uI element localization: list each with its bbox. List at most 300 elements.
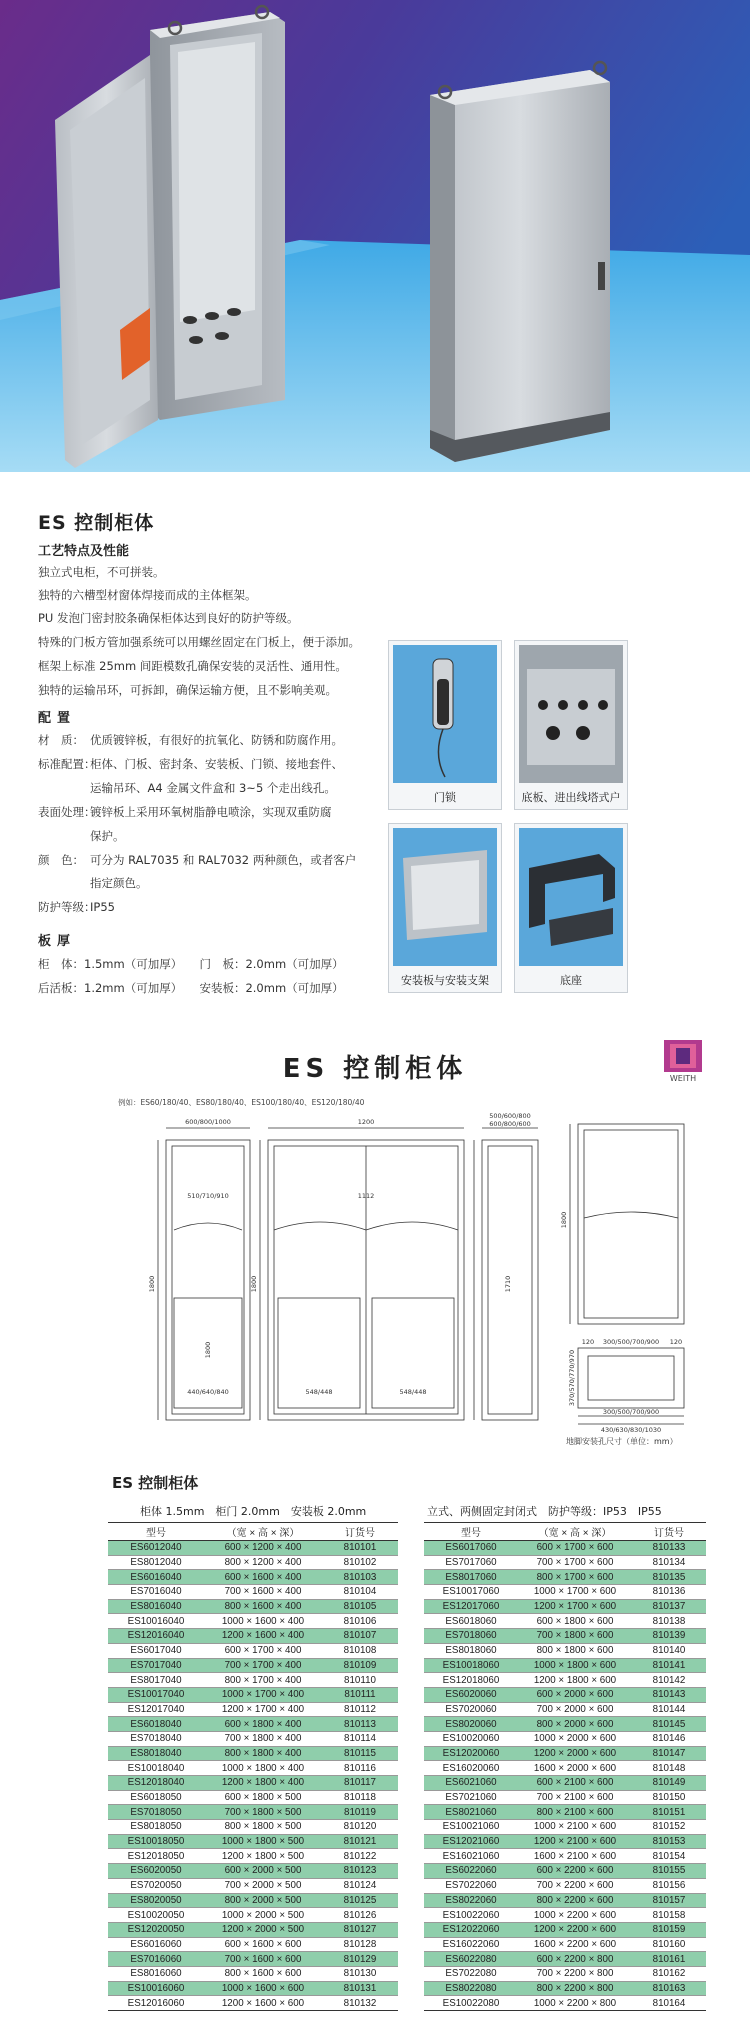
size-cell: 800 × 2000 × 600 (518, 1717, 632, 1732)
order-number-cell: 810141 (632, 1658, 706, 1673)
order-number-cell: 810152 (632, 1820, 706, 1835)
size-cell: 800 × 2200 × 600 (518, 1893, 632, 1908)
config-key: 表面处理： (38, 805, 96, 819)
table-row (424, 1981, 706, 1996)
table-row (424, 1614, 706, 1629)
order-number-cell: 810126 (322, 1908, 398, 1923)
table-row (424, 1687, 706, 1702)
left-table-header: 柜体 1.5mm 柜门 2.0mm 安装板 2.0mm (140, 1505, 367, 1518)
size-cell: 1000 × 2000 × 600 (518, 1731, 632, 1746)
table-row (108, 1687, 398, 1702)
photo-caption: 底座 (560, 974, 582, 987)
table-row (424, 1541, 706, 1556)
model-cell: ES8020050 (108, 1893, 204, 1908)
table-row (108, 1673, 398, 1688)
table-row (108, 1746, 398, 1761)
table-row (108, 1629, 398, 1644)
feature-line: 特殊的门板方管加强系统可以用螺丝固定在门板上，便于添加。 (38, 635, 360, 649)
model-cell: ES6022060 (424, 1864, 518, 1879)
col-header: 型号 (424, 1523, 518, 1541)
model-cell: ES6016040 (108, 1570, 204, 1585)
order-number-cell: 810142 (632, 1673, 706, 1688)
table-row (108, 1878, 398, 1893)
size-cell: 600 × 2100 × 600 (518, 1776, 632, 1791)
model-cell: ES16022060 (424, 1937, 518, 1952)
order-number-cell: 810144 (632, 1702, 706, 1717)
table-row (424, 1555, 706, 1570)
table-row (424, 1731, 706, 1746)
config-line (38, 780, 336, 796)
size-cell: 1000 × 1800 × 600 (518, 1658, 632, 1673)
table-row (108, 1952, 398, 1967)
config-value: 优质镀锌板，有很好的抗氧化、防锈和防腐作用。 (90, 733, 343, 747)
size-cell: 1200 × 1800 × 400 (204, 1776, 322, 1791)
config-line (38, 804, 332, 820)
order-number-cell: 810145 (632, 1717, 706, 1732)
order-number-cell: 810118 (322, 1790, 398, 1805)
model-cell: ES12017060 (424, 1599, 518, 1614)
model-cell: ES7018050 (108, 1805, 204, 1820)
table-row (424, 1805, 706, 1820)
col-header: （宽 × 高 × 深） (518, 1523, 632, 1541)
mounting-plate-icon (393, 828, 497, 966)
model-cell: ES10017060 (424, 1585, 518, 1600)
model-cell: ES10018040 (108, 1761, 204, 1776)
model-cell: ES8020060 (424, 1717, 518, 1732)
order-number-cell: 810150 (632, 1790, 706, 1805)
order-number-cell: 810119 (322, 1805, 398, 1820)
thickness-item: 安装板：2.0mm（可加厚） (199, 981, 344, 995)
order-number-cell: 810157 (632, 1893, 706, 1908)
model-cell: ES7018040 (108, 1731, 204, 1746)
order-number-cell: 810135 (632, 1570, 706, 1585)
table-row (424, 1658, 706, 1673)
model-cell: ES10022080 (424, 1996, 518, 2011)
table-row (108, 1643, 398, 1658)
order-number-cell: 810101 (322, 1541, 398, 1556)
size-cell: 600 × 2200 × 600 (518, 1864, 632, 1879)
table-row (108, 1717, 398, 1732)
model-cell: ES8016060 (108, 1966, 204, 1981)
size-cell: 800 × 1600 × 600 (204, 1966, 322, 1981)
config-value: 可分为 RAL7035 和 RAL7032 两种颜色，或者客户 (90, 853, 357, 867)
table-row (424, 1952, 706, 1967)
order-number-cell: 810102 (322, 1555, 398, 1570)
order-number-cell: 810143 (632, 1687, 706, 1702)
table-row (424, 1849, 706, 1864)
model-cell: ES6020050 (108, 1864, 204, 1879)
col-header: 型号 (108, 1523, 204, 1541)
model-cell: ES6022080 (424, 1952, 518, 1967)
table-row (424, 1834, 706, 1849)
order-number-cell: 810131 (322, 1981, 398, 1996)
dim-label: 1200 (357, 1118, 375, 1126)
table-row (108, 1937, 398, 1952)
model-cell: ES12017040 (108, 1702, 204, 1717)
model-cell: ES7016060 (108, 1952, 204, 1967)
section-title: ES 控制柜体 (38, 512, 155, 534)
model-cell: ES10016040 (108, 1614, 204, 1629)
model-cell: ES7021060 (424, 1790, 518, 1805)
dim-label: 1800 (250, 1275, 258, 1293)
dim-label: 600/800/1000 (185, 1118, 231, 1126)
order-number-cell: 810110 (322, 1673, 398, 1688)
model-cell: ES6012040 (108, 1541, 204, 1556)
order-number-cell: 810121 (322, 1834, 398, 1849)
size-cell: 600 × 1700 × 600 (518, 1541, 632, 1556)
size-cell: 800 × 1700 × 400 (204, 1673, 322, 1688)
size-cell: 1000 × 1600 × 600 (204, 1981, 322, 1996)
size-cell: 600 × 1200 × 400 (204, 1541, 322, 1556)
size-cell: 600 × 1700 × 400 (204, 1643, 322, 1658)
order-number-cell: 810134 (632, 1555, 706, 1570)
order-number-cell: 810128 (322, 1937, 398, 1952)
config-value: 保护。 (90, 829, 125, 843)
dim-label: 1710 (504, 1275, 512, 1293)
order-number-cell: 810130 (322, 1966, 398, 1981)
table-row (108, 1834, 398, 1849)
table-row (108, 1849, 398, 1864)
order-number-cell: 810151 (632, 1805, 706, 1820)
size-cell: 1200 × 1700 × 400 (204, 1702, 322, 1717)
size-cell: 1000 × 1800 × 500 (204, 1834, 322, 1849)
table-row (108, 1731, 398, 1746)
features-heading: 工艺特点及性能 (38, 544, 130, 559)
photo-gland-plate (514, 640, 628, 810)
table-row (424, 1996, 706, 2011)
size-cell: 1000 × 1600 × 400 (204, 1614, 322, 1629)
order-number-cell: 810138 (632, 1614, 706, 1629)
dim-label: 440/640/840 (187, 1388, 229, 1396)
table-row (108, 1702, 398, 1717)
size-cell: 700 × 1600 × 400 (204, 1585, 322, 1600)
model-cell: ES8018050 (108, 1820, 204, 1835)
table-row (108, 1599, 398, 1614)
size-cell: 1200 × 1800 × 500 (204, 1849, 322, 1864)
model-cell: ES12021060 (424, 1834, 518, 1849)
spec-table-left (108, 1522, 398, 2011)
size-cell: 1600 × 2100 × 600 (518, 1849, 632, 1864)
table-row (424, 1790, 706, 1805)
weith-logo-icon (660, 1036, 710, 1086)
thickness-item: 柜 体：1.5mm（可加厚） (38, 957, 177, 971)
model-cell: ES8017040 (108, 1673, 204, 1688)
table-row (424, 1937, 706, 1952)
thickness-item: 后活板：1.2mm（可加厚） (38, 981, 177, 995)
order-number-cell: 810122 (322, 1849, 398, 1864)
size-cell: 1200 × 1800 × 600 (518, 1673, 632, 1688)
table-row (108, 1585, 398, 1600)
table-row (108, 1908, 398, 1923)
size-cell: 800 × 2100 × 600 (518, 1805, 632, 1820)
table-row (108, 1658, 398, 1673)
hero-product-image (0, 0, 750, 472)
size-cell: 1200 × 1700 × 600 (518, 1599, 632, 1614)
model-cell: ES12018060 (424, 1673, 518, 1688)
order-number-cell: 810117 (322, 1776, 398, 1791)
order-number-cell: 810104 (322, 1585, 398, 1600)
size-cell: 700 × 1600 × 600 (204, 1952, 322, 1967)
model-cell: ES10020050 (108, 1908, 204, 1923)
model-cell: ES7022080 (424, 1966, 518, 1981)
order-number-cell: 810160 (632, 1937, 706, 1952)
dim-label: 1800 (148, 1275, 156, 1293)
dim-label: 120 (669, 1338, 683, 1346)
size-cell: 700 × 1800 × 600 (518, 1629, 632, 1644)
model-cell: ES10018050 (108, 1834, 204, 1849)
model-cell: ES10022060 (424, 1908, 518, 1923)
dim-label: 120 (581, 1338, 595, 1346)
model-cell: ES12016060 (108, 1996, 204, 2011)
size-cell: 800 × 1800 × 600 (518, 1643, 632, 1658)
order-number-cell: 810161 (632, 1952, 706, 1967)
feature-line: 独特的运输吊环，可拆卸，确保运输方便，且不影响美观。 (38, 683, 337, 697)
model-cell: ES16020060 (424, 1761, 518, 1776)
model-cell: ES7020050 (108, 1878, 204, 1893)
order-number-cell: 810162 (632, 1966, 706, 1981)
table-row (108, 1922, 398, 1937)
size-cell: 1000 × 1700 × 400 (204, 1687, 322, 1702)
order-number-cell: 810125 (322, 1893, 398, 1908)
config-key: 材 质： (38, 733, 84, 747)
table-row (108, 1541, 398, 1556)
size-cell: 700 × 2100 × 600 (518, 1790, 632, 1805)
size-cell: 1200 × 1600 × 400 (204, 1629, 322, 1644)
order-number-cell: 810140 (632, 1643, 706, 1658)
thickness-item: 门 板：2.0mm（可加厚） (199, 957, 344, 971)
table-row (424, 1966, 706, 1981)
model-cell: ES8017060 (424, 1570, 518, 1585)
photo-caption: 门锁 (434, 791, 456, 804)
col-header: （宽 × 高 × 深） (204, 1523, 322, 1541)
photo-plinth (514, 823, 628, 993)
size-cell: 1200 × 2000 × 600 (518, 1746, 632, 1761)
config-value: 指定颜色。 (90, 876, 148, 890)
model-cell: ES6017040 (108, 1643, 204, 1658)
order-number-cell: 810112 (322, 1702, 398, 1717)
model-cell: ES16021060 (424, 1849, 518, 1864)
size-cell: 1000 × 2200 × 800 (518, 1996, 632, 2011)
model-cell: ES10021060 (424, 1820, 518, 1835)
config-line (38, 852, 356, 868)
order-number-cell: 810116 (322, 1761, 398, 1776)
size-cell: 1000 × 2200 × 600 (518, 1908, 632, 1923)
feature-line: PU 发泡门密封胶条确保柜体达到良好的防护等级。 (38, 611, 299, 625)
table-row (108, 1996, 398, 2011)
model-cell: ES10017040 (108, 1687, 204, 1702)
model-cell: ES6016060 (108, 1937, 204, 1952)
model-cell: ES10020060 (424, 1731, 518, 1746)
order-number-cell: 810103 (322, 1570, 398, 1585)
size-cell: 1000 × 2100 × 600 (518, 1820, 632, 1835)
model-cell: ES8018040 (108, 1746, 204, 1761)
size-cell: 1600 × 2000 × 600 (518, 1761, 632, 1776)
table-row (108, 1776, 398, 1791)
order-number-cell: 810163 (632, 1981, 706, 1996)
model-cell: ES12022060 (424, 1922, 518, 1937)
feature-line: 独特的六槽型材窗体焊接而成的主体框架。 (38, 588, 257, 602)
config-heading: 配置 (38, 711, 77, 726)
model-cell: ES10018060 (424, 1658, 518, 1673)
dim-label: 548/448 (399, 1388, 427, 1396)
table-row (424, 1629, 706, 1644)
size-cell: 700 × 1800 × 500 (204, 1805, 322, 1820)
table-row (424, 1922, 706, 1937)
order-number-cell: 810127 (322, 1922, 398, 1937)
right-table-header: 立式、两侧固定封闭式 防护等级：IP53 IP55 (427, 1505, 662, 1518)
table-row (424, 1820, 706, 1835)
table-row (424, 1776, 706, 1791)
order-number-cell: 810114 (322, 1731, 398, 1746)
model-cell: ES7016040 (108, 1585, 204, 1600)
config-line (38, 732, 343, 748)
order-number-cell: 810139 (632, 1629, 706, 1644)
size-cell: 800 × 2000 × 500 (204, 1893, 322, 1908)
order-number-cell: 810156 (632, 1878, 706, 1893)
table-row (108, 1555, 398, 1570)
config-value: 镀锌板上采用环氧树脂静电喷涂，实现双重防腐 (90, 805, 332, 819)
dim-label: 1800 (204, 1341, 212, 1359)
model-cell: ES12018040 (108, 1776, 204, 1791)
order-number-cell: 810136 (632, 1585, 706, 1600)
cabinet-illustration (0, 0, 750, 472)
order-number-cell: 810120 (322, 1820, 398, 1835)
table-row (424, 1746, 706, 1761)
size-cell: 600 × 1800 × 600 (518, 1614, 632, 1629)
order-number-cell: 810148 (632, 1761, 706, 1776)
dim-label: 430/630/830/1030 (600, 1426, 662, 1434)
dim-label: 510/710/910 (187, 1192, 229, 1200)
table-row (424, 1673, 706, 1688)
drawing-note: 地脚安装孔尺寸（单位：mm） (566, 1437, 678, 1446)
size-cell: 600 × 1800 × 500 (204, 1790, 322, 1805)
model-cell: ES7017040 (108, 1658, 204, 1673)
config-line (38, 756, 343, 772)
size-cell: 1200 × 2200 × 600 (518, 1922, 632, 1937)
table-row (108, 1820, 398, 1835)
order-number-cell: 810155 (632, 1864, 706, 1879)
config-value: 柜体、门板、密封条、安装板、门锁、接地套件、 (90, 757, 343, 771)
model-cell: ES12016040 (108, 1629, 204, 1644)
weith-logo (660, 1036, 710, 1086)
size-cell: 600 × 1600 × 400 (204, 1570, 322, 1585)
door-lock-icon (393, 645, 497, 783)
thickness-line (38, 956, 344, 972)
order-number-cell: 810149 (632, 1776, 706, 1791)
order-number-cell: 810108 (322, 1643, 398, 1658)
model-cell: ES6017060 (424, 1541, 518, 1556)
table-row (108, 1864, 398, 1879)
size-cell: 800 × 1600 × 400 (204, 1599, 322, 1614)
order-number-cell: 810159 (632, 1922, 706, 1937)
table-section-title: ES 控制柜体 (112, 1474, 199, 1492)
table-row (108, 1966, 398, 1981)
table-row (424, 1893, 706, 1908)
table-row (108, 1893, 398, 1908)
technical-drawings (148, 1110, 708, 1450)
size-cell: 600 × 1600 × 600 (204, 1937, 322, 1952)
dim-label: 600/800/600 (489, 1120, 531, 1128)
example-note: 例如：ES60/180/40、ES80/180/40、ES100/180/40、ES120/180/40 (118, 1098, 365, 1107)
size-cell: 800 × 1800 × 400 (204, 1746, 322, 1761)
table-row (108, 1570, 398, 1585)
order-number-cell: 810109 (322, 1658, 398, 1673)
model-cell: ES6021060 (424, 1776, 518, 1791)
model-cell: ES12020060 (424, 1746, 518, 1761)
config-value: IP55 (90, 900, 115, 914)
model-cell: ES10016060 (108, 1981, 204, 1996)
order-number-cell: 810158 (632, 1908, 706, 1923)
size-cell: 1200 × 2000 × 500 (204, 1922, 322, 1937)
order-number-cell: 810147 (632, 1746, 706, 1761)
order-number-cell: 810105 (322, 1599, 398, 1614)
feature-line: 框架上标准 25mm 间距模数孔确保安装的灵活性、通用性。 (38, 659, 347, 673)
size-cell: 1000 × 2000 × 500 (204, 1908, 322, 1923)
model-cell: ES8016040 (108, 1599, 204, 1614)
drawings-title: ES 控制柜体 (282, 1054, 468, 1084)
table-row (424, 1864, 706, 1879)
config-line (38, 875, 148, 891)
spec-table-right (424, 1522, 706, 2011)
model-cell: ES6018040 (108, 1717, 204, 1732)
size-cell: 600 × 2000 × 600 (518, 1687, 632, 1702)
size-cell: 1000 × 1700 × 600 (518, 1585, 632, 1600)
dim-label: 500/600/800 (489, 1112, 531, 1120)
table-row (424, 1643, 706, 1658)
model-cell: ES6018060 (424, 1614, 518, 1629)
plinth-icon (519, 828, 623, 966)
logo-text: WEITH (669, 1074, 697, 1083)
photo-caption: 底板、进出线塔式户 (521, 791, 621, 804)
order-number-cell: 810132 (322, 1996, 398, 2011)
photo-mounting-plate (388, 823, 502, 993)
table-row (424, 1702, 706, 1717)
dim-label: 370/570/770/970 (568, 1349, 576, 1407)
dim-label: 300/500/700/900 (602, 1338, 660, 1346)
table-row (424, 1908, 706, 1923)
size-cell: 700 × 1700 × 400 (204, 1658, 322, 1673)
model-cell: ES7018060 (424, 1629, 518, 1644)
config-key: 颜 色： (38, 853, 84, 867)
size-cell: 700 × 2200 × 600 (518, 1878, 632, 1893)
order-number-cell: 810164 (632, 1996, 706, 2011)
model-cell: ES7022060 (424, 1878, 518, 1893)
model-cell: ES8021060 (424, 1805, 518, 1820)
gland-plate-icon (519, 645, 623, 783)
table-row (108, 1981, 398, 1996)
size-cell: 800 × 1800 × 500 (204, 1820, 322, 1835)
size-cell: 700 × 2200 × 800 (518, 1966, 632, 1981)
model-cell: ES6020060 (424, 1687, 518, 1702)
size-cell: 800 × 1200 × 400 (204, 1555, 322, 1570)
model-cell: ES12020050 (108, 1922, 204, 1937)
model-cell: ES12018050 (108, 1849, 204, 1864)
size-cell: 1000 × 1800 × 400 (204, 1761, 322, 1776)
config-key: 防护等级： (38, 900, 96, 914)
config-line (38, 899, 115, 915)
order-number-cell: 810154 (632, 1849, 706, 1864)
order-number-cell: 810107 (322, 1629, 398, 1644)
thickness-line (38, 980, 344, 996)
col-header: 订货号 (632, 1523, 706, 1541)
order-number-cell: 810124 (322, 1878, 398, 1893)
order-number-cell: 810115 (322, 1746, 398, 1761)
order-number-cell: 810113 (322, 1717, 398, 1732)
table-row (108, 1790, 398, 1805)
config-line (38, 828, 125, 844)
dim-label: 1800 (560, 1211, 568, 1229)
col-header: 订货号 (322, 1523, 398, 1541)
